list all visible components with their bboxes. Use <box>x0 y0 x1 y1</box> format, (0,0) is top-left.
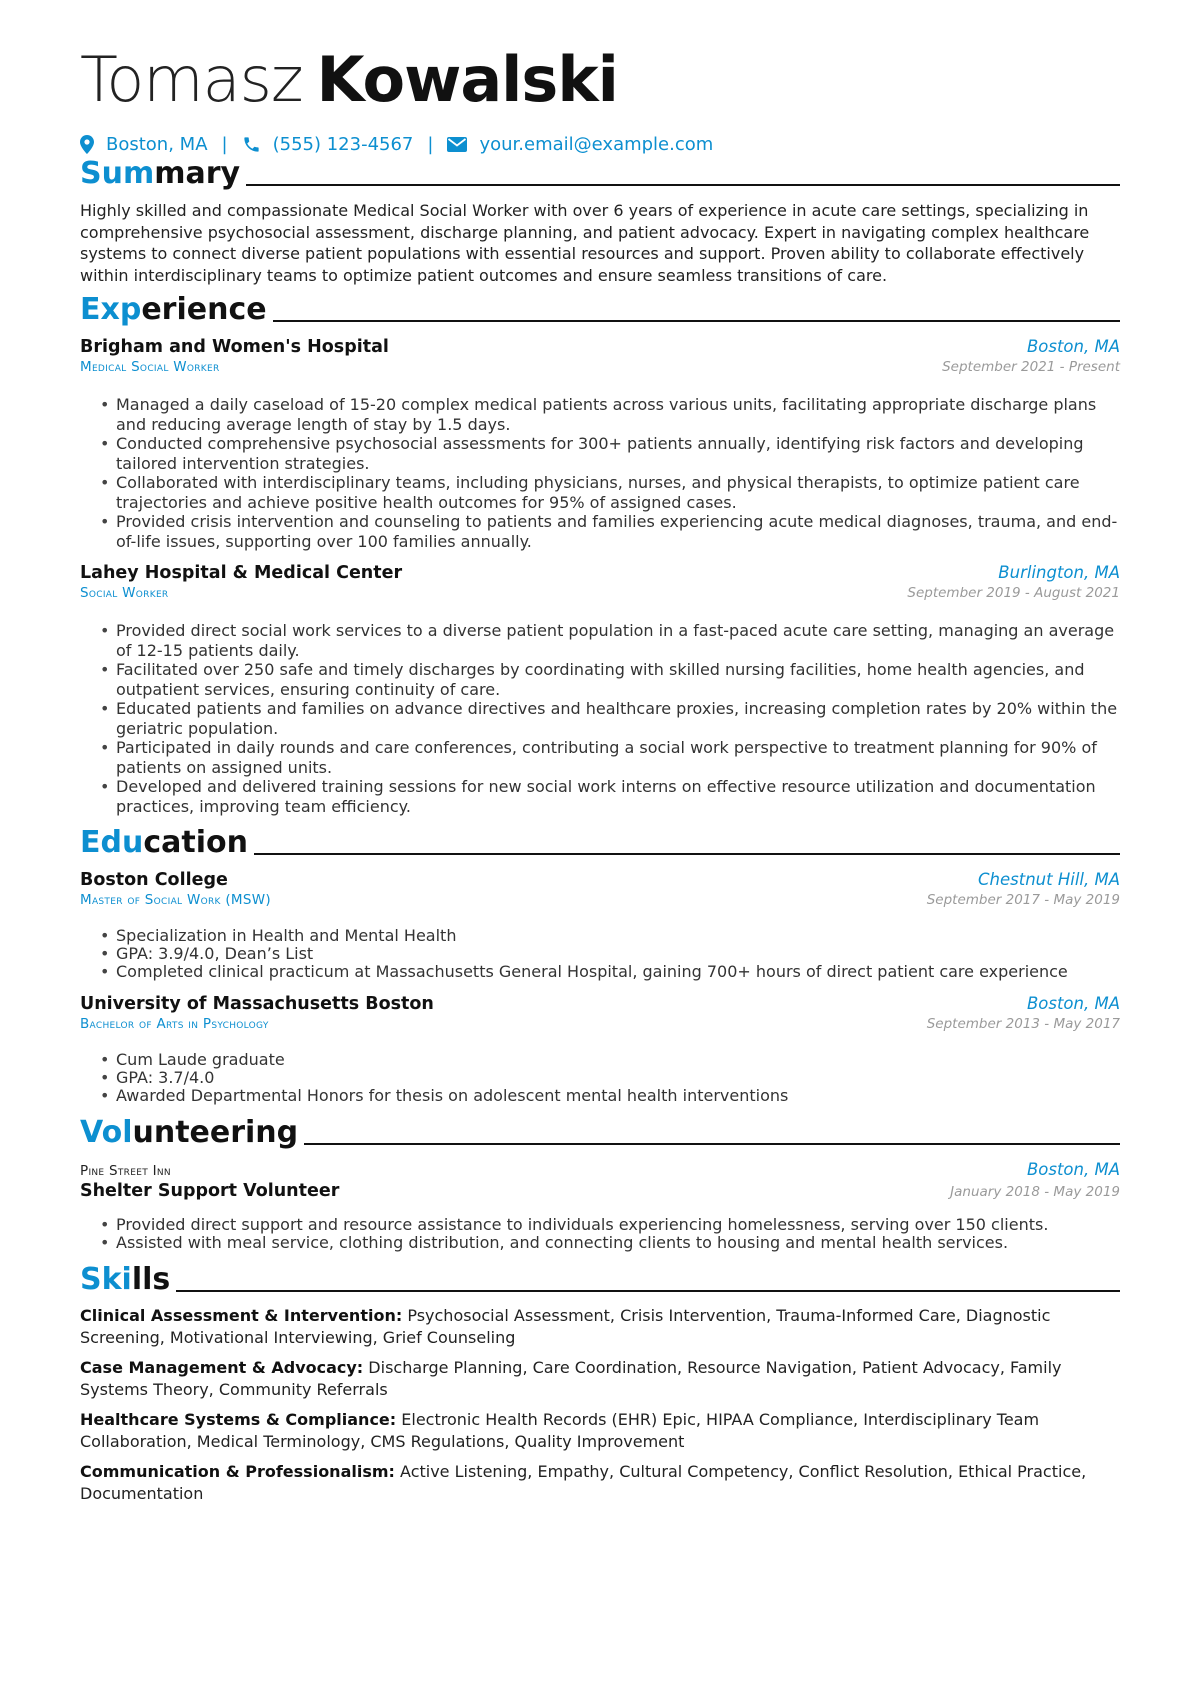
school-name: Boston College <box>80 870 228 890</box>
job-entry <box>80 337 1120 375</box>
list-item: • Facilitated over 250 safe and timely discharges by coordinating with skilled nursing facilities, home health agencies, and outpatient services, ensuring continuity of care. <box>100 660 1120 699</box>
list-item: • Specialization in Health and Mental Health <box>100 927 1120 945</box>
list-item: • Assisted with meal service, clothing distribution, and connecting clients to housing and mental health services. <box>100 1234 1120 1252</box>
job-bullets <box>100 395 1120 551</box>
employer-name: Brigham and Women's Hospital <box>80 337 389 357</box>
section-title: Volunteering <box>80 1115 299 1150</box>
email-link[interactable]: your.email@example.com <box>479 134 714 155</box>
contact-phone[interactable] <box>242 134 414 155</box>
first-name: Tomasz <box>80 43 303 116</box>
skill-group-items: Psychosocial Assessment, Crisis Intervention, Trauma-Informed Care, Diagnostic Screening, Motivational Interviewing, Grief Counseling <box>80 1306 1051 1347</box>
phone-icon <box>242 135 261 154</box>
phone-text: (555) 123-4567 <box>272 134 414 155</box>
section-volunteering-heading <box>80 1116 1120 1150</box>
job-entry <box>80 563 1120 601</box>
list-item: • Provided direct support and resource assistance to individuals experiencing homelessness, serving over 150 clients. <box>100 1216 1120 1234</box>
volunteer-role: Shelter Support Volunteer <box>80 1181 340 1201</box>
list-item: • Developed and delivered training sessions for new social work interns on effective resource utilization and documentation practices, improving team efficiency. <box>100 777 1120 816</box>
volunteer-dates: January 2018 - May 2019 <box>950 1184 1120 1200</box>
list-item: • Provided crisis intervention and counseling to patients and families experiencing acute medical diagnoses, trauma, and end-of-life issues, supporting over 100 families annually. <box>100 512 1120 551</box>
education-bullets <box>100 1051 1120 1105</box>
contact-separator: | <box>427 134 434 155</box>
education-entry <box>80 870 1120 908</box>
school-location: Chestnut Hill, MA <box>978 870 1120 889</box>
job-dates: September 2019 - August 2021 <box>907 585 1120 601</box>
job-title: Medical Social Worker <box>80 359 220 375</box>
section-rule <box>273 320 1120 322</box>
degree: Bachelor of Arts in Psychology <box>80 1016 269 1032</box>
list-item: • Cum Laude graduate <box>100 1051 1120 1069</box>
education-dates: September 2013 - May 2017 <box>926 1016 1120 1032</box>
contact-email[interactable] <box>447 134 713 155</box>
contact-bar <box>80 134 713 155</box>
section-skills-heading <box>80 1263 1120 1297</box>
list-item: • Conducted comprehensive psychosocial assessments for 300+ patients annually, identifying risk factors and developing tailored intervention strategies. <box>100 434 1120 473</box>
degree: Master of Social Work (MSW) <box>80 892 271 908</box>
skill-group-label: Communication & Professionalism: <box>80 1462 395 1481</box>
skill-group <box>80 1357 1120 1400</box>
section-rule <box>176 1290 1120 1292</box>
education-bullets <box>100 927 1120 981</box>
skill-group <box>80 1461 1120 1504</box>
skill-group-label: Case Management & Advocacy: <box>80 1358 364 1377</box>
section-education-heading <box>80 826 1120 860</box>
list-item: • Participated in daily rounds and care conferences, contributing a social work perspective to treatment planning for 90% of patients on assigned units. <box>100 738 1120 777</box>
list-item: • GPA: 3.7/4.0 <box>100 1069 1120 1087</box>
job-bullets <box>100 621 1120 816</box>
contact-location <box>80 134 208 155</box>
list-item: • Awarded Departmental Honors for thesis on adolescent mental health interventions <box>100 1087 1120 1105</box>
location-text: Boston, MA <box>106 134 208 155</box>
skill-group-items: Active Listening, Empathy, Cultural Competency, Conflict Resolution, Ethical Practice, Documentation <box>80 1462 1087 1503</box>
section-rule <box>304 1143 1120 1145</box>
school-name: University of Massachusetts Boston <box>80 994 434 1014</box>
volunteer-organization: Pine Street Inn <box>80 1163 171 1179</box>
list-item: • Educated patients and families on advance directives and healthcare proxies, increasing completion rates by 20% within the geriatric population. <box>100 699 1120 738</box>
volunteer-bullets <box>100 1216 1120 1252</box>
section-rule <box>254 853 1120 855</box>
employer-name: Lahey Hospital & Medical Center <box>80 563 403 583</box>
job-title: Social Worker <box>80 585 169 601</box>
section-experience-heading <box>80 293 1120 327</box>
list-item: • Completed clinical practicum at Massachusetts General Hospital, gaining 700+ hours of direct patient care experience <box>100 963 1120 981</box>
section-title: Experience <box>80 292 267 327</box>
envelope-icon <box>447 137 467 152</box>
skill-group-items: Discharge Planning, Care Coordination, Resource Navigation, Patient Advocacy, Family Systems Theory, Community Referrals <box>80 1358 1062 1399</box>
list-item: • Provided direct social work services to a diverse patient population in a fast-paced acute care setting, managing an average of 12-15 patients daily. <box>100 621 1120 660</box>
education-dates: September 2017 - May 2019 <box>926 892 1120 908</box>
section-title: Skills <box>80 1262 171 1297</box>
job-dates: September 2021 - Present <box>942 359 1120 375</box>
contact-separator: | <box>221 134 228 155</box>
map-pin-icon <box>80 135 94 154</box>
section-title: Summary <box>80 156 241 191</box>
summary-text: Highly skilled and compassionate Medical Social Worker with over 6 years of experience in acute care settings, specializing in comprehensive psychosocial assessment, discharge planning, and patient advocacy. Expert in navigating complex healthcare systems to connect diverse patient populations with essential resources and support. Proven ability to collaborate effectively within interdisciplinary teams to optimize patient outcomes and ensure seamless transitions of care. <box>80 201 1090 285</box>
skill-group-label: Healthcare Systems & Compliance: <box>80 1410 397 1429</box>
section-title: Education <box>80 825 248 860</box>
volunteer-location: Boston, MA <box>1026 1160 1120 1179</box>
section-summary-heading <box>80 157 1120 191</box>
education-entry <box>80 994 1120 1032</box>
candidate-name <box>80 44 618 116</box>
skill-group <box>80 1305 1120 1348</box>
skill-group-label: Clinical Assessment & Intervention: <box>80 1306 403 1325</box>
job-location: Boston, MA <box>1026 337 1120 356</box>
volunteer-entry <box>80 1160 1120 1201</box>
last-name: Kowalski <box>316 43 618 116</box>
list-item: • GPA: 3.9/4.0, Dean’s List <box>100 945 1120 963</box>
job-location: Burlington, MA <box>998 563 1120 582</box>
skill-group <box>80 1409 1120 1452</box>
list-item: • Collaborated with interdisciplinary teams, including physicians, nurses, and physical therapists, to optimize patient care trajectories and achieve positive health outcomes for 95% of assigned cases. <box>100 473 1120 512</box>
school-location: Boston, MA <box>1026 994 1120 1013</box>
section-rule <box>246 184 1120 186</box>
skill-group-items: Electronic Health Records (EHR) Epic, HIPAA Compliance, Interdisciplinary Team Collaboration, Medical Terminology, CMS Regulations, Quality Improvement <box>80 1410 1040 1451</box>
list-item: • Managed a daily caseload of 15-20 complex medical patients across various units, facilitating appropriate discharge plans and reducing average length of stay by 1.5 days. <box>100 395 1120 434</box>
